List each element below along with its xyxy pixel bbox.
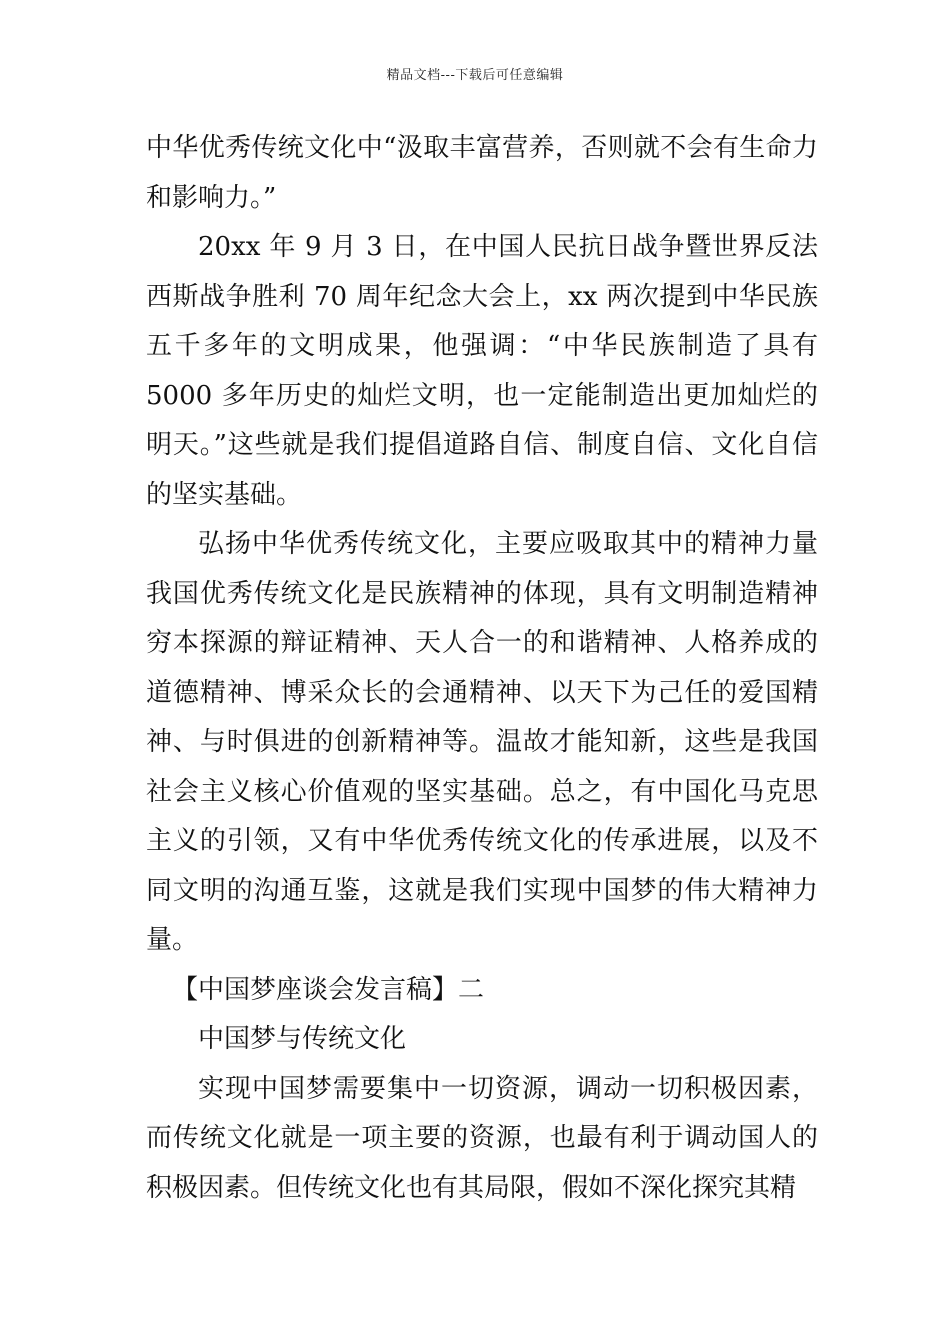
document-body <box>146 124 818 1213</box>
page-header: 精品文档---下载后可任意编辑 <box>386 68 564 83</box>
paragraph-anniversary: 20xx 年 9 月 3 日，在中国人民抗日战争暨世界反法西斯战争胜利 70 周年纪念大会上，xx 两次提到中华民族五千多年的文明成果，他强调：“中华民族制造了具有 5000 多年历史的灿烂文明，也一定能制造出更加灿烂的明天。”这些就是我们提倡道路自信、制度自信、文化自信的坚实基础。 <box>146 232 818 510</box>
section-heading: 【中国梦座谈会发言稿】二 <box>172 974 485 1005</box>
paragraph-dream: 实现中国梦需要集中一切资源，调动一切积极因素，而传统文化就是一项主要的资源，也最有利于调动国人的积极因素。但传统文化也有其局限，假如不深化探究其精 <box>146 1073 818 1203</box>
paragraph-spirit: 弘扬中华优秀传统文化，主要应吸取其中的精神力量我国优秀传统文化是民族精神的体现，具有文明制造精神穷本探源的辩证精神、天人合一的和谐精神、人格养成的道德精神、博采众长的会通精神、以天下为己任的爱国精神、与时俱进的创新精神等。温故才能知新，这些是我国社会主义核心价值观的坚实基础。总之，有中国化马克思主义的引领，又有中华优秀传统文化的传承进展，以及不同文明的沟通互鉴，这就是我们实现中国梦的伟大精神力量。 <box>146 529 818 955</box>
section-subtitle: 中国梦与传统文化 <box>198 1024 407 1054</box>
paragraph-continuation: 中华优秀传统文化中“汲取丰富营养，否则就不会有生命力和影响力。” <box>146 133 818 213</box>
